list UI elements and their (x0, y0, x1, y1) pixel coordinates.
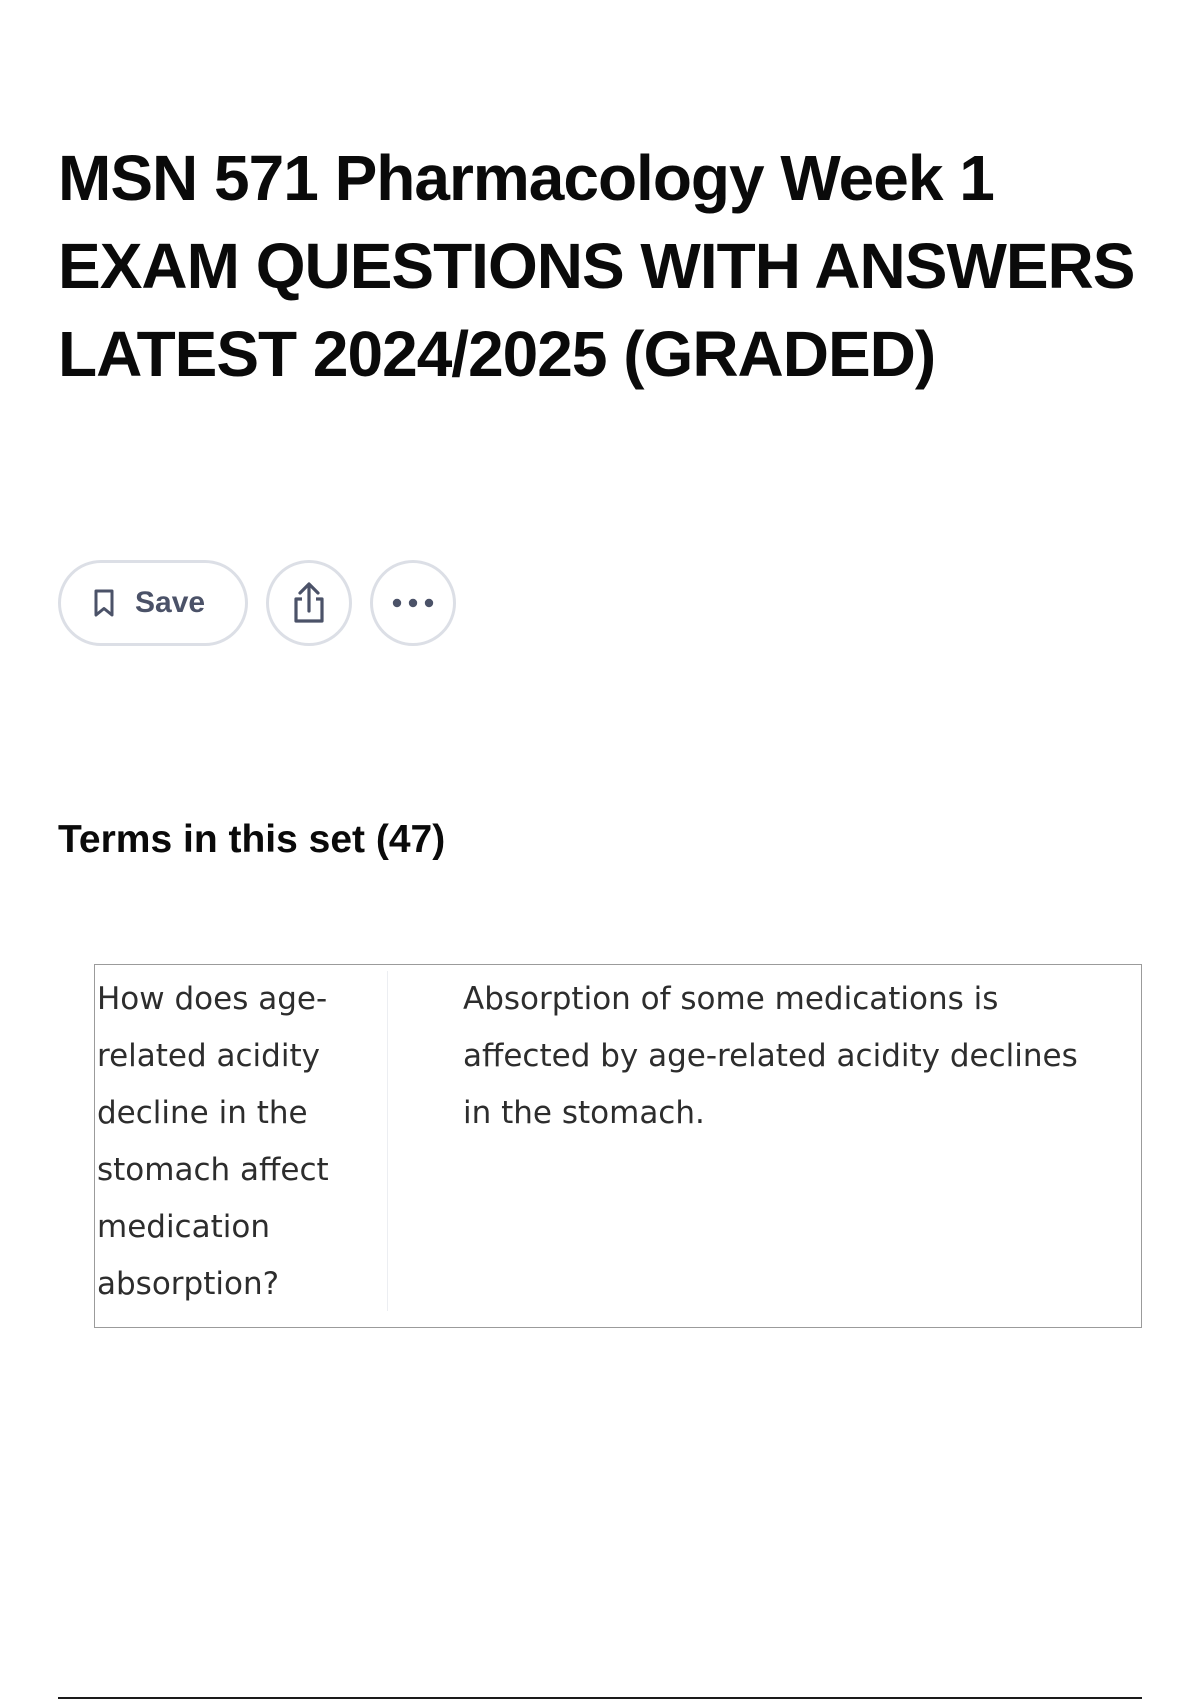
more-options-button[interactable] (370, 560, 456, 646)
page-title: MSN 571 Pharmacology Week 1 EXAM QUESTIONS WITH ANSWERS LATEST 2024/2025 (GRADED) (58, 142, 1135, 390)
terms-heading: Terms in this set (47) (58, 818, 446, 861)
term-question: How does age-related acidity decline in the stomach affect medication absorption? (97, 971, 388, 1311)
term-card[interactable] (94, 964, 1142, 1328)
save-button-label: Save (135, 586, 206, 619)
share-button[interactable] (266, 560, 352, 646)
term-answer: Absorption of some medications is affected by age-related acidity declines in the stomach. (463, 981, 1078, 1131)
save-button[interactable] (58, 560, 248, 646)
share-icon (289, 581, 329, 625)
bottom-divider (58, 1697, 1142, 1699)
more-icon (392, 598, 434, 608)
action-bar (58, 560, 456, 646)
bookmark-icon (93, 589, 115, 617)
